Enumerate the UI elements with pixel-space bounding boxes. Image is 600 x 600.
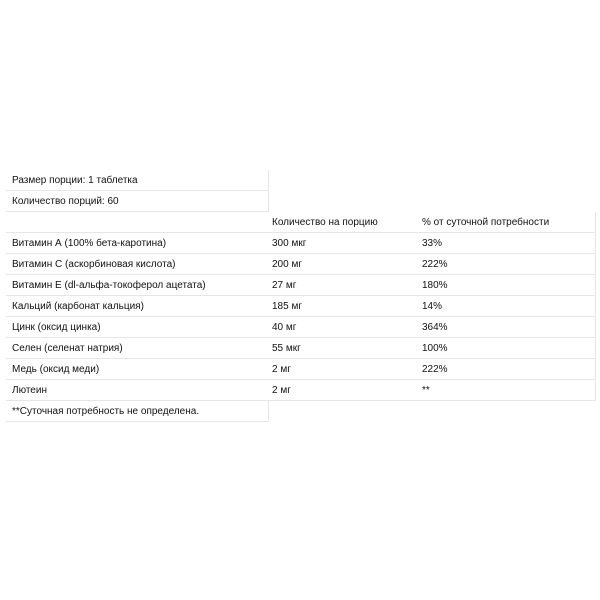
nutrient-daily-value: 222%	[422, 259, 448, 270]
nutrient-name: Кальций (карбонат кальция)	[12, 301, 144, 312]
column-divider	[268, 170, 269, 212]
footnote-row	[6, 401, 596, 422]
column-divider	[268, 401, 269, 422]
supplement-facts-table	[6, 170, 596, 422]
table-row	[6, 380, 596, 401]
table-row	[6, 275, 596, 296]
nutrient-amount: 300 мкг	[272, 238, 307, 249]
nutrient-daily-value: 222%	[422, 364, 448, 375]
nutrient-amount: 2 мг	[272, 364, 291, 375]
nutrient-amount: 2 мг	[272, 385, 291, 396]
serving-size: Размер порции: 1 таблетка	[12, 175, 138, 186]
nutrient-amount: 200 мг	[272, 259, 302, 270]
table-row	[6, 359, 596, 380]
nutrient-name: Витамин Е (dl-альфа-токоферол ацетата)	[12, 280, 206, 291]
servings-count: Количество порций: 60	[12, 196, 119, 207]
table-row	[6, 338, 596, 359]
nutrient-name: Цинк (оксид цинка)	[12, 322, 101, 333]
servings-count-row	[6, 191, 596, 212]
table-row	[6, 296, 596, 317]
nutrient-daily-value: 33%	[422, 238, 443, 249]
amount-header: Количество на порцию	[272, 217, 378, 228]
nutrient-daily-value: **	[422, 385, 430, 396]
table-row	[6, 317, 596, 338]
table-row	[6, 254, 596, 275]
nutrient-name: Селен (селенат натрия)	[12, 343, 123, 354]
nutrient-amount: 185 мг	[272, 301, 302, 312]
footnote: **Суточная потребность не определена.	[12, 406, 200, 417]
nutrient-amount: 55 мкг	[272, 343, 301, 354]
serving-size-row	[6, 170, 596, 191]
table-row	[6, 233, 596, 254]
nutrient-name: Лютеин	[12, 385, 47, 396]
nutrient-name: Медь (оксид меди)	[12, 364, 100, 375]
nutrient-amount: 27 мг	[272, 280, 297, 291]
daily-value-header: % от суточной потребности	[422, 217, 550, 228]
nutrient-daily-value: 14%	[422, 301, 443, 312]
nutrient-name: Витамин С (аскорбиновая кислота)	[12, 259, 176, 270]
nutrient-daily-value: 100%	[422, 343, 448, 354]
nutrient-daily-value: 364%	[422, 322, 448, 333]
table-header-row	[6, 212, 596, 233]
nutrient-amount: 40 мг	[272, 322, 297, 333]
nutrient-name: Витамин А (100% бета-каротина)	[12, 238, 167, 249]
nutrient-daily-value: 180%	[422, 280, 448, 291]
table-right-border	[595, 212, 596, 401]
